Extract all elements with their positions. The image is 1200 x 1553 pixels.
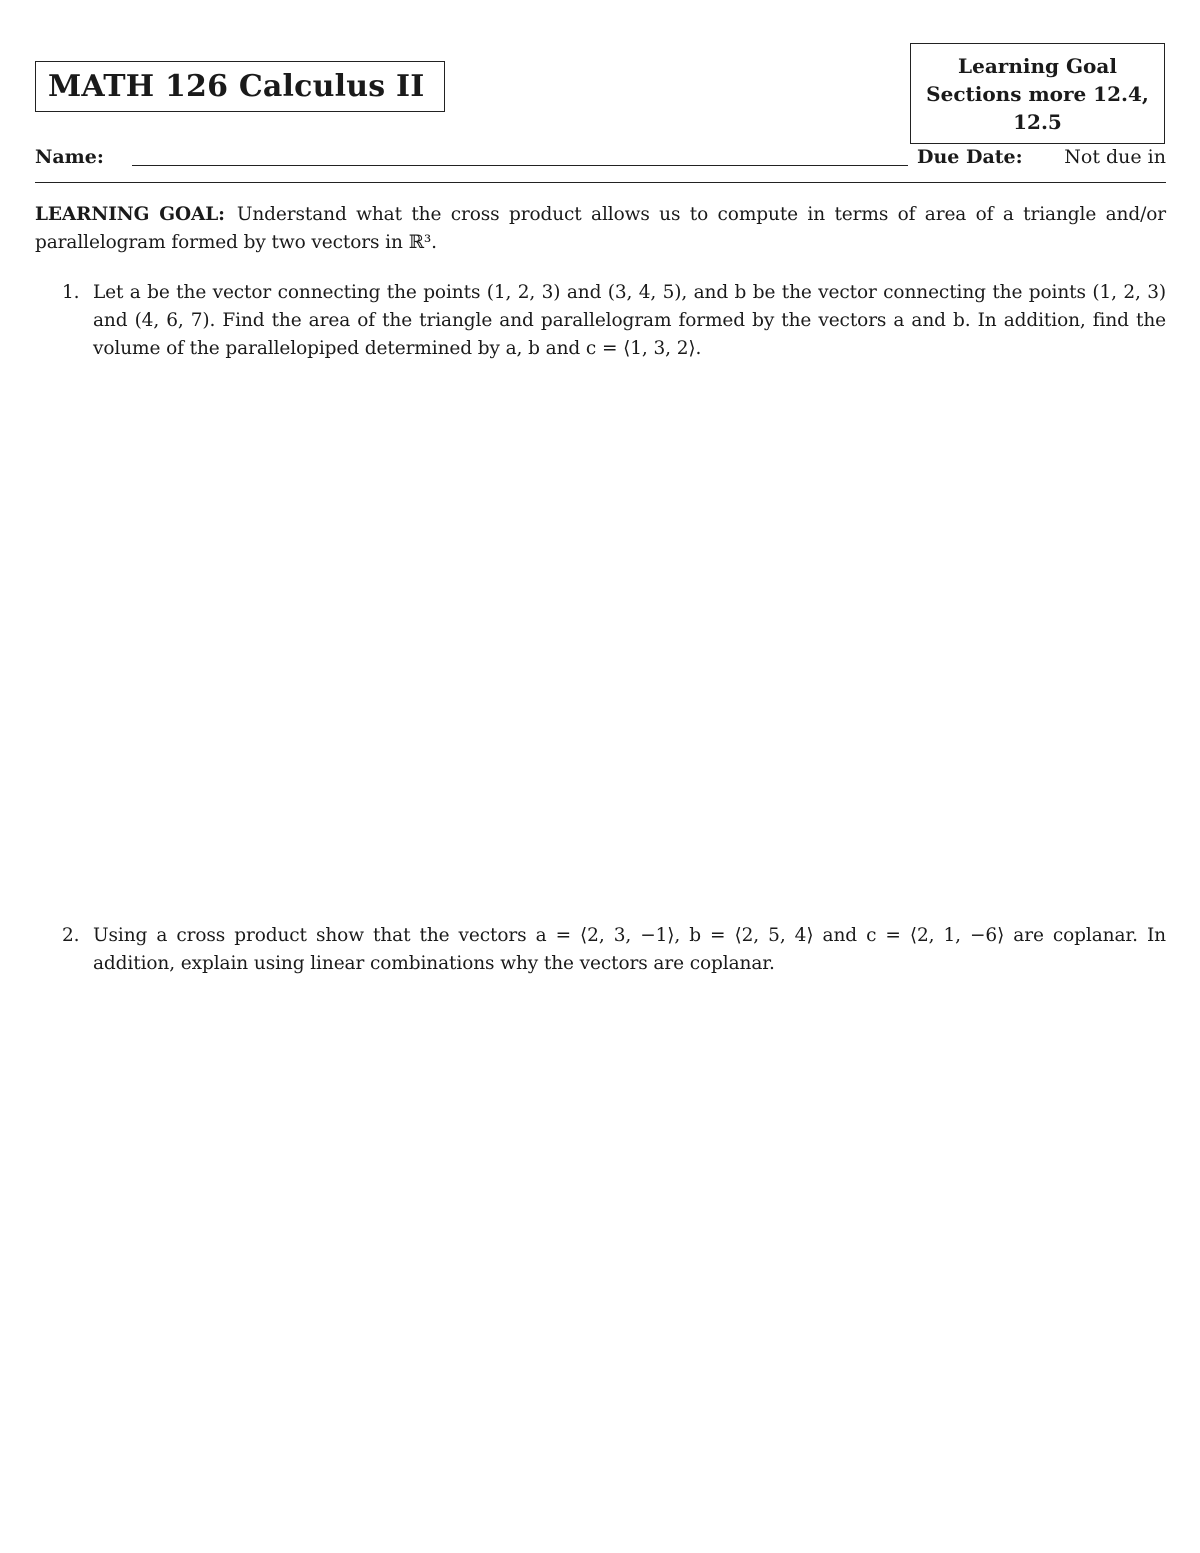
- problem-number: 2.: [62, 925, 80, 946]
- problem-number: 1.: [62, 282, 80, 303]
- name-due-row: [35, 143, 1166, 175]
- learning-goal-label: LEARNING GOAL:: [35, 204, 225, 225]
- header-divider: [35, 182, 1166, 183]
- problem-text: Let a be the vector connecting the points (1, 2, 3) and (3, 4, 5), and b be the vector connecting the points (1, 2, 3) and (4, 6, 7). Find the area of the triangle and parallelogram formed by the vectors a and b. In addition, find the volume of the parallelopiped determined by a, b and c = ⟨1, 3, 2⟩.: [93, 282, 1166, 359]
- learning-goal-text: Understand what the cross product allows us to compute in terms of area of a triangle and/or parallelogram formed by two vectors in ℝ³.: [35, 204, 1166, 253]
- due-date-value: Not due in: [1064, 146, 1166, 168]
- course-title-box: [35, 61, 445, 112]
- name-label: Name:: [35, 146, 104, 168]
- learning-goal-box: [910, 43, 1165, 144]
- goal-box-line-1: Learning Goal: [958, 53, 1117, 78]
- name-blank-line[interactable]: [132, 165, 908, 166]
- goal-box-line-3: 12.5: [1013, 109, 1062, 134]
- goal-box-line-2: Sections more 12.4,: [926, 81, 1149, 106]
- course-title: MATH 126 Calculus II: [48, 69, 425, 104]
- due-date-label: Due Date:: [917, 146, 1023, 168]
- problem-text: Using a cross product show that the vectors a = ⟨2, 3, −1⟩, b = ⟨2, 5, 4⟩ and c = ⟨2, 1, −6⟩ are coplanar. In addition, explain using linear combinations why the vectors are coplanar.: [93, 925, 1166, 974]
- problem-1: [35, 279, 1166, 363]
- problem-2: [35, 922, 1166, 978]
- learning-goal-paragraph: [35, 201, 1166, 257]
